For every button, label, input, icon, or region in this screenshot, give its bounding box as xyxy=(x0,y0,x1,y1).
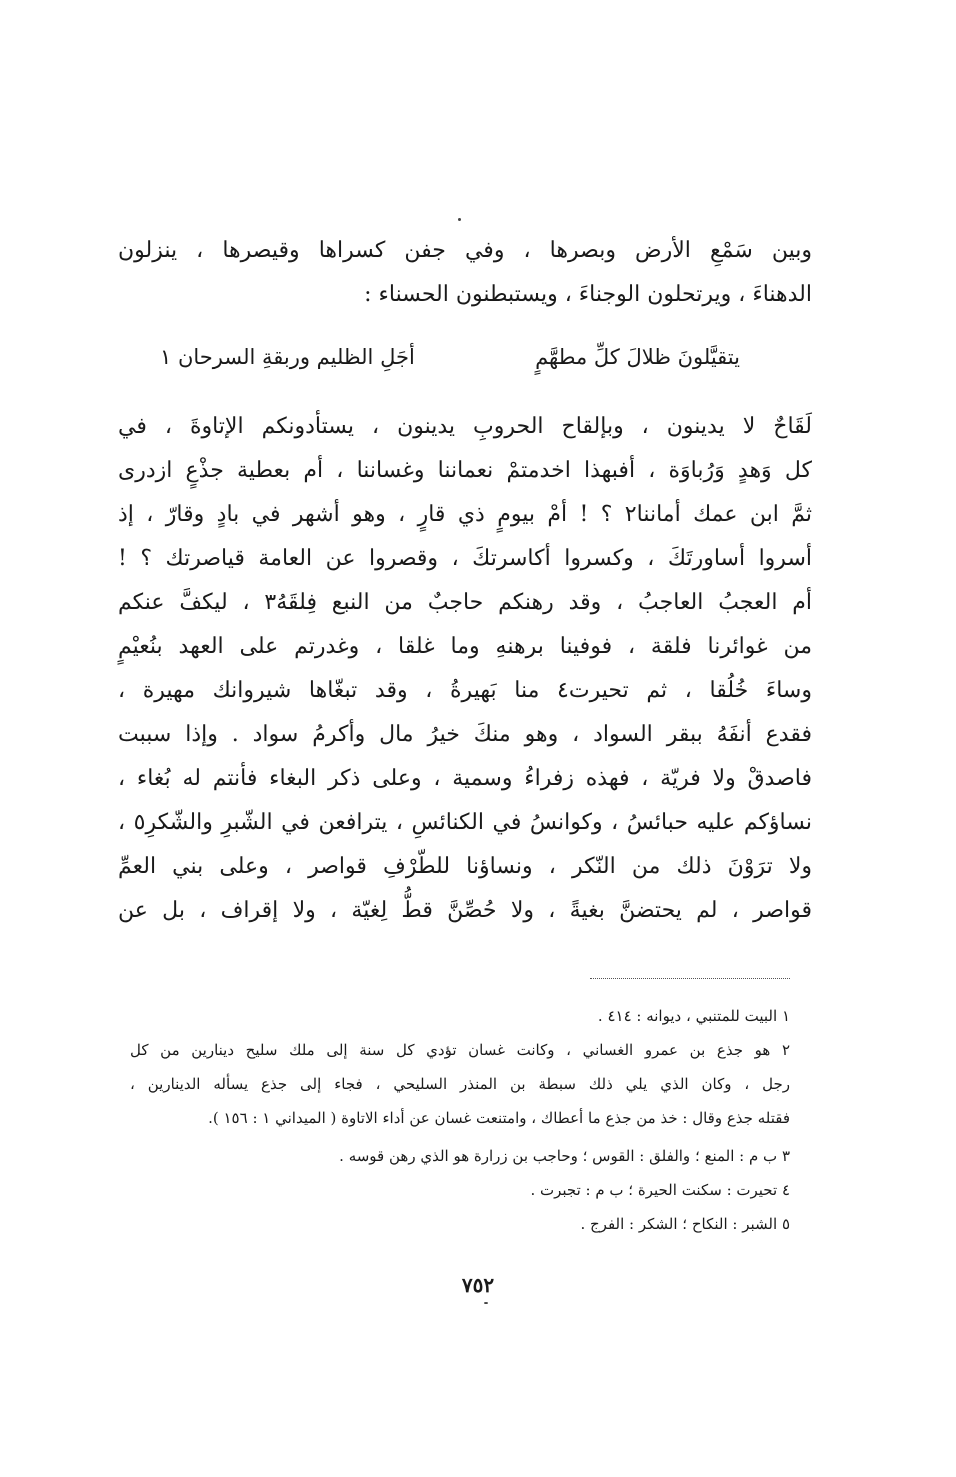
body-line: ولا ترَوْنَ ذلك من النّكر ، ونساؤنا للطّرْفِ قواصر ، وعلى بني العمِّ xyxy=(118,854,812,879)
poetry-verse xyxy=(160,342,740,372)
body-line: الدهناءَ ، ويرتحلون الوجناءَ ، ويستبطنون الحسناء : xyxy=(364,282,812,307)
body-line: كل وَهدٍ وَرُباوَة ، أفبهذا اخدمتمْ نعماننا وغساننا ، أم بعطية جذْعٍ ازدرى xyxy=(118,458,812,483)
body-line: من غوائرنا فلقة ، فوفينا برهنهِ وما غلقا ، وغدرتم على العهد بنُعيْمٍ xyxy=(118,634,812,659)
body-line: أم العجبُ العاجبُ ، وقد رهنكم حاجبٌ من النبع فِلقَهُ٣ ، ليكفَّ عنكم xyxy=(118,590,812,615)
footnote-1: ١ البيت للمتنبي ، ديوانه : ٤١٤ . xyxy=(597,1007,790,1025)
footnote-4: ٤ تحيرت : سكنت الحيرة ؛ ب م : تجبرت . xyxy=(530,1181,790,1199)
footnote-5: ٥ الشبر : النكاح ؛ الشكر : الفرج . xyxy=(580,1215,790,1233)
footnote-2-cont: فقتله جذع وقال : خذ من جذع ما أعطاك ، وامتنعت غسان عن أداء الاتاوة ( الميداني ١ : ١٥٦ ). xyxy=(208,1109,790,1127)
body-line: وبين سَمْعِ الأرض وبصرها ، وفي جفن كسراها وقيصرها ، ينزلون xyxy=(118,238,812,263)
body-line: نساؤكم عليه حبائسُ ، وكوانسُ في الكنائسِ ، يترافعن في الشّبرِ والشّكرِ٥ ، xyxy=(118,810,813,835)
footnote-separator xyxy=(590,978,790,979)
speck xyxy=(458,218,461,221)
body-line: فقدع أنفَهُ ببقر السواد ، وهو منكَ خيرُ مال وأكرمُ سواد . وإذا سببت xyxy=(118,722,812,747)
body-line: أسروا أساورتَكَ ، وكسروا أكاسرتكَ ، وقصروا عن العامة قياصرتك ؟ ! xyxy=(118,546,812,571)
footnote-2: ٢ هو جذع بن عمرو الغساني ، وكانت غسان تؤدي كل سنة إلى ملك سليح دينارين من كل xyxy=(130,1041,790,1059)
verse-second-hemistich: أجَلِ الظليم وربقةِ السرحان ١ xyxy=(160,345,415,369)
page-number: ٧٥٢ xyxy=(461,1273,495,1297)
body-line: فاصدقْ ولا فريّة ، فهذه زفراءُ وسمية ، وعلى ذكر البغاء فأنتم له بُغاء ، xyxy=(118,766,812,791)
body-line: قواصر ، لم يحتضنَّ بغيةً ، ولا حُصِّنَّ قطُّ لِغيّة ، ولا إقراف ، بل عن xyxy=(118,898,812,923)
footnote-3: ٣ ب م : المنع ؛ والفلق : القوس ؛ وحاجب بن زرارة هو الذي رهن قوسه . xyxy=(339,1147,790,1165)
footnote-2-cont: رجل ، وكان الذي يلي ذلك سبطة بن المنذر السليحي ، فجاء إلى جذع يسأله الدينارين ، xyxy=(130,1075,790,1093)
body-line: لَقَاحٌ لا يدينون ، وبإلقاح الحروبِ يدينون ، يستأدونكم الإتاوةَ ، في xyxy=(118,414,812,439)
body-line: وساءَ خُلُقا ، ثم تحيرت٤ منا بَهيرةُ ، وقد تبغّاها شيروانك مهيرة ، xyxy=(118,678,812,703)
speck xyxy=(484,1302,488,1304)
body-line: ثمَّ ابن عمك أماننا٢ ؟ ! أمْ بيومٍ ذي قارٍ ، وهو أشهر في بادٍ وقارّ ، إذ xyxy=(118,502,812,527)
verse-first-hemistich: يتقيَّلونَ ظلالَ كلِّ مطهَّمٍ xyxy=(535,345,740,369)
